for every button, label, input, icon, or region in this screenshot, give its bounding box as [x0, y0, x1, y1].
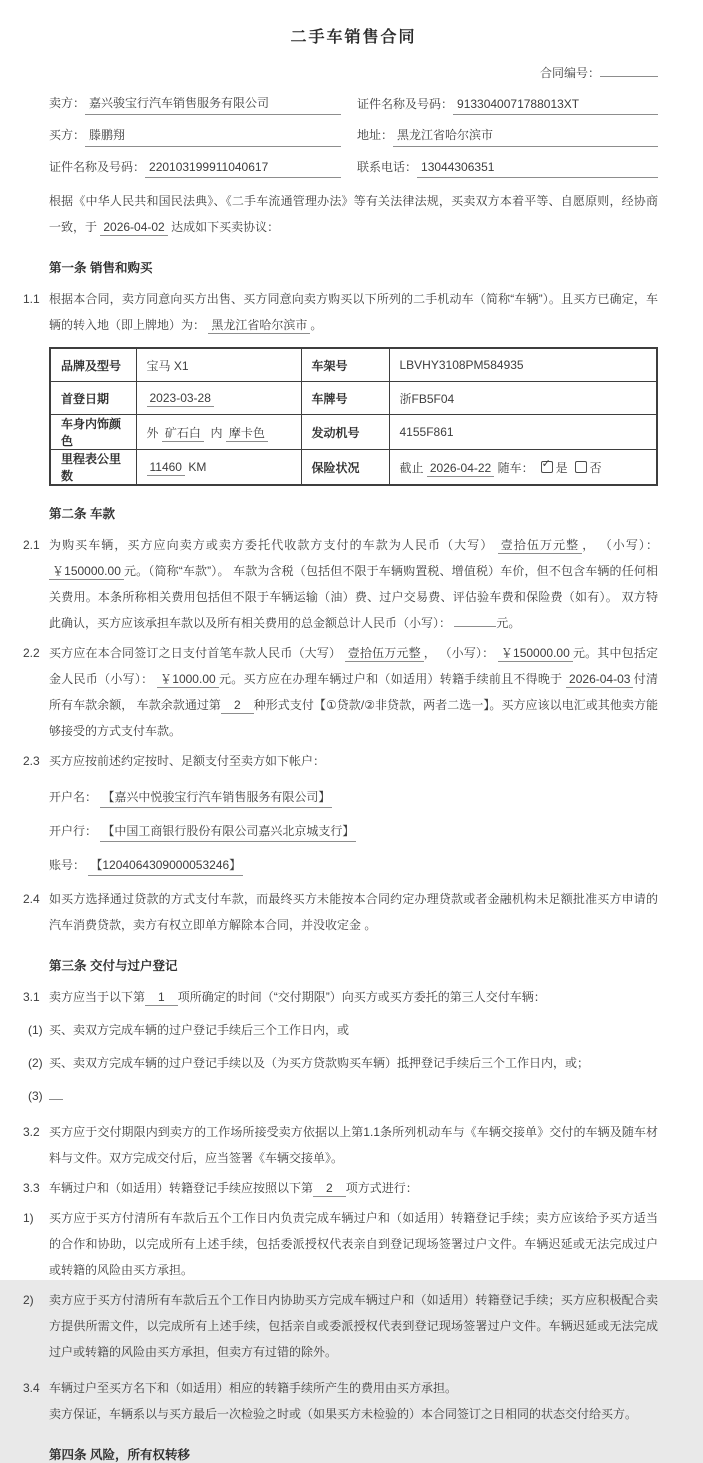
clause-3-4-line1: 车辆过户至买方名下和（如适用）相应的转籍手续所产生的费用由买方承担。: [49, 1381, 458, 1395]
delivery-option-number: 1: [145, 990, 178, 1006]
clause-3-1: [23, 984, 658, 1010]
buyer-value: 滕鹏翔: [85, 126, 341, 147]
party-row-id-phone: [49, 158, 658, 178]
account-name-row: [49, 786, 658, 808]
clause-3-3-number: 3.3: [23, 1181, 40, 1195]
bank-label: 开户行：: [49, 824, 98, 838]
clause-3-1-t1: 卖方应当于以下第: [49, 990, 146, 1004]
transfer-item-2-text: 卖方应于买方付清所有车款后五个工作日内协助买方完成车辆过户和（如适用）转籍登记手续；买方应积极配合卖方提供所需文件，以完成所有上述手续，包括亲自或委派授权代表到登记现场签署过户文件。车辆迟延或无法完成过户或转籍的风险由买方承担，但卖方有过错的除外。: [49, 1293, 658, 1359]
clause-1-1-body: 根据本合同，卖方同意向买方出售、买方同意向卖方购买以下所列的二手机动车（简称“车辆”）。且买方已确定，车辆的转入地（即上牌地）为：: [49, 292, 658, 332]
price-numeric: ￥150000.00: [49, 564, 124, 580]
delivery-option-1-number: (1): [28, 1023, 43, 1037]
clause-2-2-t4: 元。买方应在办理车辆过户和（如适用）转籍手续前且不得晚于: [218, 672, 567, 686]
clause-1-1-text: [49, 286, 658, 338]
transfer-place: 黑龙江省哈尔滨市: [208, 318, 310, 334]
seller-label: 卖方：: [49, 96, 86, 110]
clause-3-4-line2: 卖方保证，车辆系以与买方最后一次检验之时或（如果买方未检验的）本合同签订之日相同的状态交付给买方。: [49, 1407, 638, 1421]
clause-2-1-text: [49, 532, 658, 636]
buyer-id-cell: [49, 158, 341, 178]
buyer-address-value: 黑龙江省哈尔滨市: [393, 126, 658, 147]
insurance-yes-checkbox: [541, 461, 553, 473]
table-row-odometer-insurance: [50, 450, 657, 486]
buyer-label: 买方：: [49, 128, 86, 142]
insurance-no-checkbox: [575, 461, 587, 473]
clause-3-3-text: [49, 1175, 658, 1201]
table-row-reg-plate: [50, 382, 657, 415]
odometer-cell: [136, 450, 301, 486]
clause-2-3-text: 买方应按前述约定按时、足额支付至卖方如下帐户：: [49, 754, 326, 768]
seller-id-value: 9133040071788013XT: [453, 97, 658, 115]
deposit-numeric: ￥1000.00: [157, 672, 219, 688]
clause-3-4-text: [49, 1375, 658, 1427]
odometer-value: 11460: [147, 460, 185, 476]
seller-id-cell: [357, 95, 658, 115]
seller-cell: [49, 94, 341, 115]
transfer-item-1-number: 1): [23, 1211, 34, 1225]
first-payment-numeric: ￥150000.00: [498, 646, 573, 662]
clause-2-1-t1: 为购买车辆，买方应向卖方或卖方委托代收款方支付的车款为人民币（大写）: [49, 538, 498, 552]
clause-2-4-text: 如买方选择通过贷款的方式支付车款，而最终买方未能按本合同约定办理贷款或者金融机构未足额批准买方申请的汽车消费贷款，卖方有权立即单方解除本合同，并没收定金 。: [49, 892, 658, 932]
section2-heading: 第二条 车款: [49, 507, 115, 521]
clause-2-2-t3: 元。其中包括定金人民币（小写）：: [49, 646, 658, 686]
clause-2-2-t6: 种形式支付【①贷款/②非贷款，两者二选一】。买方应该以电汇或其他卖方能够接受的方式支付车款。: [49, 698, 658, 738]
section4-heading: 第四条 风险，所有权转移: [49, 1448, 190, 1462]
clause-1-1-period: 。: [310, 318, 323, 332]
first-reg-value: 2023-03-28: [147, 391, 214, 407]
delivery-option-3-number: (3): [28, 1089, 43, 1103]
vehicle-table: [49, 347, 658, 486]
table-row-color-engine: [50, 415, 657, 450]
engine-value: 4155F861: [389, 415, 657, 450]
insurance-withcar-text: 随车：: [494, 460, 534, 475]
clause-3-1-text: [49, 984, 658, 1010]
first-reg-label: 首登日期: [50, 382, 136, 415]
account-number-row: [49, 854, 658, 876]
page-title: 二手车销售合同: [290, 29, 417, 46]
payment-method-number: 2: [221, 698, 254, 714]
clause-2-3: [23, 748, 658, 774]
clause-2-4: [23, 886, 658, 938]
delivery-option-3-blank: [49, 1086, 63, 1100]
clause-3-1-t2: 项所确定的时间（“交付期限”）向买方或买方委托的第三人交付车辆：: [177, 990, 546, 1004]
buyer-cell: [49, 126, 341, 147]
balance-deadline-date: 2026-04-03: [566, 672, 633, 688]
clause-3-2-number: 3.2: [23, 1125, 40, 1139]
brand-label: 品牌及型号: [50, 348, 136, 382]
color-ext-value: 矿石白: [162, 426, 204, 442]
insurance-yes-label: 是: [555, 460, 568, 475]
color-label: 车身内饰颜色: [50, 415, 136, 450]
color-ext-label: 外: [146, 425, 159, 440]
insurance-until-text: 截止: [399, 460, 427, 475]
preamble-text: 根据《中华人民共和国民法典》、《二手车流通管理办法》等有关法律法规，买卖双方本着平等、自愿原则，经协商一致，于: [49, 194, 658, 234]
insurance-no-label: 否: [589, 460, 602, 475]
transfer-item-2: [23, 1287, 658, 1365]
section1-heading: 第一条 销售和购买: [49, 261, 153, 275]
vin-value: LBVHY3108PM584935: [389, 348, 657, 382]
clause-3-2: [23, 1119, 658, 1171]
clause-2-1-t2: ， （小写）：: [582, 538, 658, 552]
odometer-unit: KM: [188, 460, 207, 474]
clause-3-3-t1: 车辆过户和（如适用）转籍登记手续应按照以下第: [49, 1181, 314, 1195]
clause-3-3-t2: 项方式进行：: [345, 1181, 418, 1195]
transfer-option-number: 2: [313, 1181, 346, 1197]
contract-number-row: [49, 63, 658, 83]
clause-2-2-t2: ， （小写）：: [423, 646, 498, 660]
insurance-date: 2026-04-22: [427, 461, 494, 477]
clause-3-4: [23, 1375, 658, 1427]
odometer-label: 里程表公里数: [50, 450, 136, 486]
plate-value: 浙FB5F04: [389, 382, 657, 415]
clause-3-3: [23, 1175, 658, 1201]
buyer-address-label: 地址：: [357, 128, 394, 142]
signing-date: 2026-04-02: [100, 220, 167, 236]
clause-2-1: [23, 532, 658, 636]
color-cell: [136, 415, 301, 450]
brand-value: 宝马 X1: [136, 348, 301, 382]
buyer-address-cell: [357, 126, 658, 147]
buyer-phone-value: 13044306351: [417, 160, 658, 178]
engine-label: 发动机号: [301, 415, 389, 450]
contract-number-blank: [600, 63, 658, 77]
preamble: [49, 188, 658, 240]
account-number-label: 账号：: [49, 858, 86, 872]
delivery-option-3: [28, 1083, 658, 1109]
delivery-option-2-number: (2): [28, 1056, 43, 1070]
bank-row: [49, 820, 658, 842]
color-int-label: 内: [210, 425, 223, 440]
buyer-id-value: 220103199911040617: [145, 160, 341, 178]
buyer-id-label: 证件名称及号码：: [49, 160, 146, 174]
clause-2-2-number: 2.2: [23, 646, 40, 660]
clause-2-1-t4: 元。: [496, 616, 521, 630]
buyer-phone-cell: [357, 158, 658, 178]
insurance-cell: [389, 450, 657, 486]
plate-label: 车牌号: [301, 382, 389, 415]
transfer-item-2-number: 2): [23, 1293, 34, 1307]
account-name-value: 【嘉兴中悦骏宝行汽车销售服务有限公司】: [100, 790, 332, 808]
clause-2-4-number: 2.4: [23, 892, 40, 906]
delivery-option-1-text: 买、卖双方完成车辆的过户登记手续后三个工作日内，或: [49, 1023, 350, 1037]
clause-2-1-number: 2.1: [23, 538, 40, 552]
contract-number-label: 合同编号：: [539, 66, 600, 80]
delivery-option-1: [28, 1017, 658, 1043]
party-row-seller: [49, 94, 658, 115]
insurance-label: 保险状况: [301, 450, 389, 486]
clause-3-2-text: 买方应于交付期限内到卖方的工作场所接受卖方依据以上第1.1条所列机动车与《车辆交接单》交付的车辆及随车材料与文件。双方完成交付后，应当签署《车辆交接单》。: [49, 1125, 658, 1165]
seller-value: 嘉兴骏宝行汽车销售服务有限公司: [85, 94, 341, 115]
clause-2-3-number: 2.3: [23, 754, 40, 768]
clause-2-2-t5: 付清所有车款余额， 车款余款通过第: [49, 672, 658, 712]
clause-3-1-number: 3.1: [23, 990, 40, 1004]
vin-label: 车架号: [301, 348, 389, 382]
delivery-option-2-text: 买、卖双方完成车辆的过户登记手续以及（为买方贷款购买车辆）抵押登记手续后三个工作日内，或；: [49, 1056, 590, 1070]
clause-1-1-number: 1.1: [23, 292, 40, 306]
transfer-item-1: [23, 1205, 658, 1283]
account-name-label: 开户名：: [49, 790, 98, 804]
buyer-phone-label: 联系电话：: [357, 160, 418, 174]
clause-2-2-text: [49, 640, 658, 744]
delivery-option-2: [28, 1050, 658, 1076]
clause-2-2: [23, 640, 658, 744]
first-reg-cell: [136, 382, 301, 415]
total-amount-blank: [454, 613, 496, 627]
bank-value: 【中国工商银行股份有限公司嘉兴北京城支行】: [100, 824, 356, 842]
seller-id-label: 证件名称及号码：: [357, 97, 454, 111]
price-capital: 壹拾伍万元整: [498, 538, 582, 554]
section3-heading: 第三条 交付与过户登记: [49, 959, 178, 973]
first-payment-capital: 壹拾伍万元整: [345, 646, 424, 662]
preamble-text-2: 达成如下买卖协议：: [167, 220, 280, 234]
account-number-value: 【1204064309000053246】: [88, 858, 243, 876]
table-row-brand-vin: [50, 348, 657, 382]
party-row-buyer: [49, 126, 658, 147]
color-int-value: 摩卡色: [226, 426, 268, 442]
delivery-option-3-text: [49, 1083, 658, 1109]
clause-1-1: [23, 286, 658, 338]
transfer-item-1-text: 买方应于买方付清所有车款后五个工作日内负责完成车辆过户和（如适用）转籍登记手续；卖方应该给予买方适当的合作和协助，以完成所有上述手续，包括委派授权代表亲自到登记现场签署过户文件。车辆迟延或无法完成过户或转籍的风险由买方承担。: [49, 1211, 658, 1277]
clause-2-2-t1: 买方应在本合同签订之日支付首笔车款人民币（大写）: [49, 646, 345, 660]
clause-2-1-t3: 元。（简称“车款”）。 车款为含税（包括但不限于车辆购置税、增值税）车价，但不包含车辆的任何相关费用。本条所称相关费用包括但不限于车辆运输（油）费、过户交易费、评估验车费和保险费（如有）。 双方特此确认，买方应该承担车款以及所有相关费用的总金额总计人民币（小写）：: [49, 564, 658, 630]
clause-3-4-number: 3.4: [23, 1381, 40, 1395]
